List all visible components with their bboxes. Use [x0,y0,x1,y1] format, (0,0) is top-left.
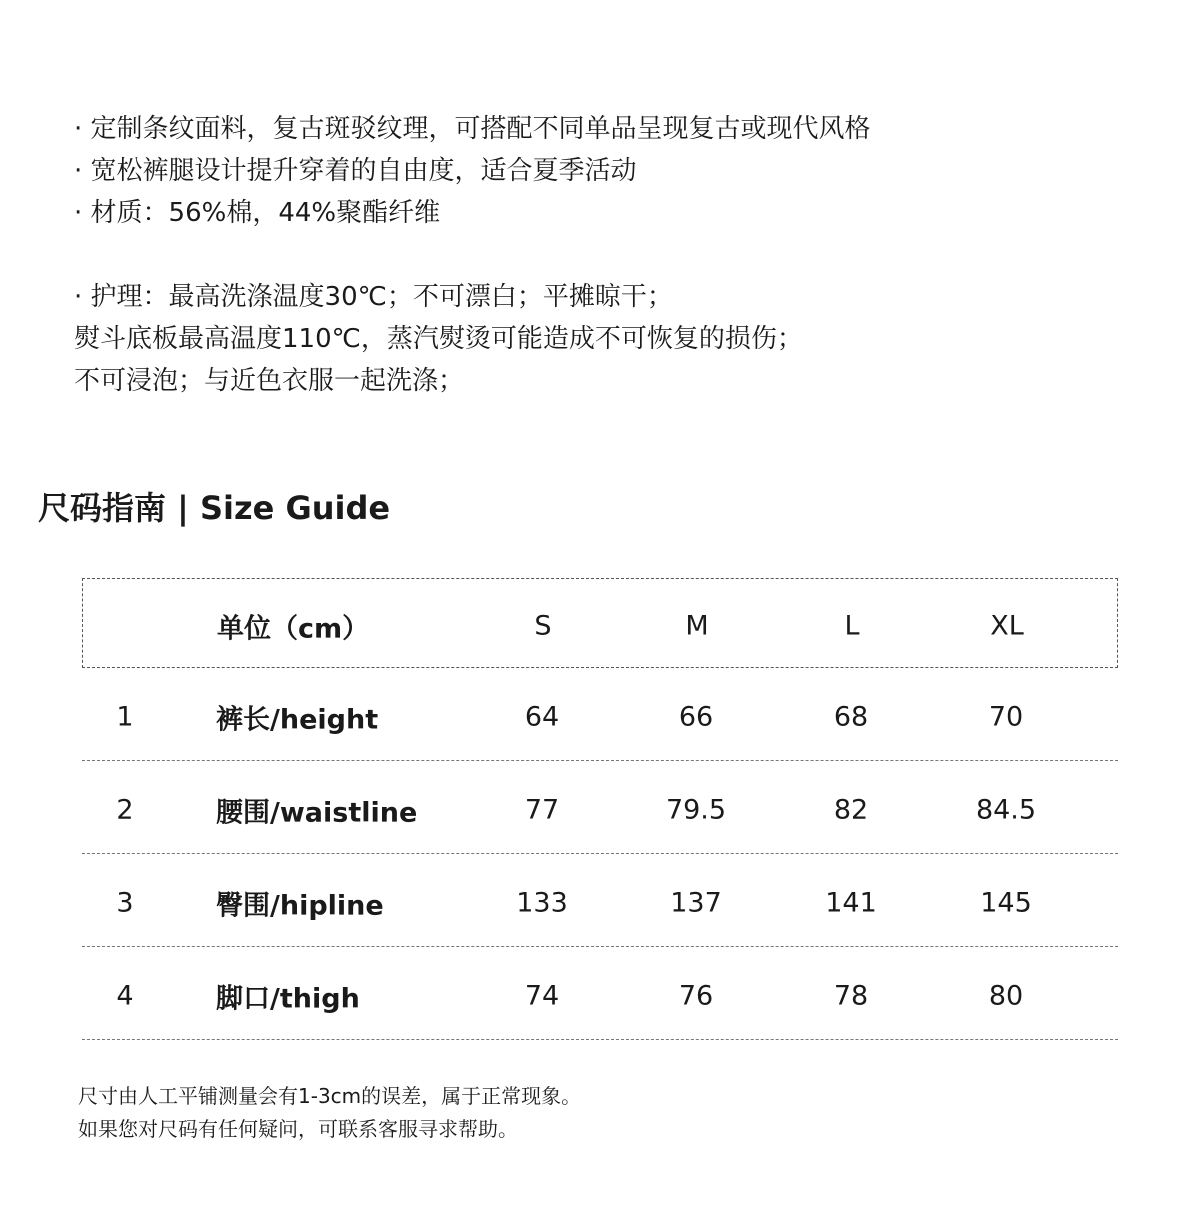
feature-line-2: · 宽松裤腿设计提升穿着的自由度，适合夏季活动 [74,156,637,186]
care-line-3: 不可浸泡；与近色衣服一起洗涤； [74,366,465,396]
value-l: 78 [833,980,869,1012]
value-xl: 80 [988,980,1024,1012]
measurement-name: 脚口/thigh [216,983,360,1015]
care-line-2: 熨斗底板最高温度110℃，蒸汽熨烫可能造成不可恢复的损伤； [74,324,803,354]
spacer [74,234,871,276]
size-header-m: M [685,610,709,642]
feature-line-1: · 定制条纹面料，复古斑驳纹理，可搭配不同单品呈现复古或现代风格 [74,114,871,144]
table-row [82,668,1118,761]
measurement-name: 臀围/hipline [216,890,384,922]
value-m: 66 [678,701,714,733]
value-l: 68 [833,701,869,733]
size-guide-title: 尺码指南 | Size Guide [38,489,391,527]
value-s: 74 [524,980,560,1012]
row-index: 4 [116,980,134,1012]
row-index: 2 [116,794,134,826]
unit-header: 单位（cm） [217,613,370,645]
value-m: 76 [678,980,714,1012]
size-header-l: L [844,610,860,642]
row-index: 3 [116,887,134,919]
size-table-header [82,578,1118,668]
value-m: 137 [670,887,722,919]
value-s: 77 [524,794,560,826]
value-xl: 145 [980,887,1032,919]
size-header-xl: XL [990,610,1024,642]
value-m: 79.5 [665,794,727,826]
size-notes [78,1080,581,1146]
value-xl: 84.5 [975,794,1037,826]
value-xl: 70 [988,701,1024,733]
size-header-s: S [534,610,552,642]
product-description [74,108,871,402]
value-s: 133 [516,887,568,919]
note-line-1: 尺寸由人工平铺测量会有1-3cm的误差，属于正常现象。 [78,1084,582,1108]
care-line-1: · 护理：最高洗涤温度30℃；不可漂白；平摊晾干； [74,282,673,312]
table-row [82,947,1118,1040]
measurement-name: 裤长/height [216,704,379,736]
value-l: 82 [833,794,869,826]
table-row [82,761,1118,854]
feature-line-3: · 材质：56%棉，44%聚酯纤维 [74,198,441,228]
value-l: 141 [825,887,877,919]
note-line-2: 如果您对尺码有任何疑问，可联系客服寻求帮助。 [78,1117,518,1141]
row-index: 1 [116,701,134,733]
size-table [82,578,1118,1040]
table-row [82,854,1118,947]
value-s: 64 [524,701,560,733]
measurement-name: 腰围/waistline [216,797,418,829]
